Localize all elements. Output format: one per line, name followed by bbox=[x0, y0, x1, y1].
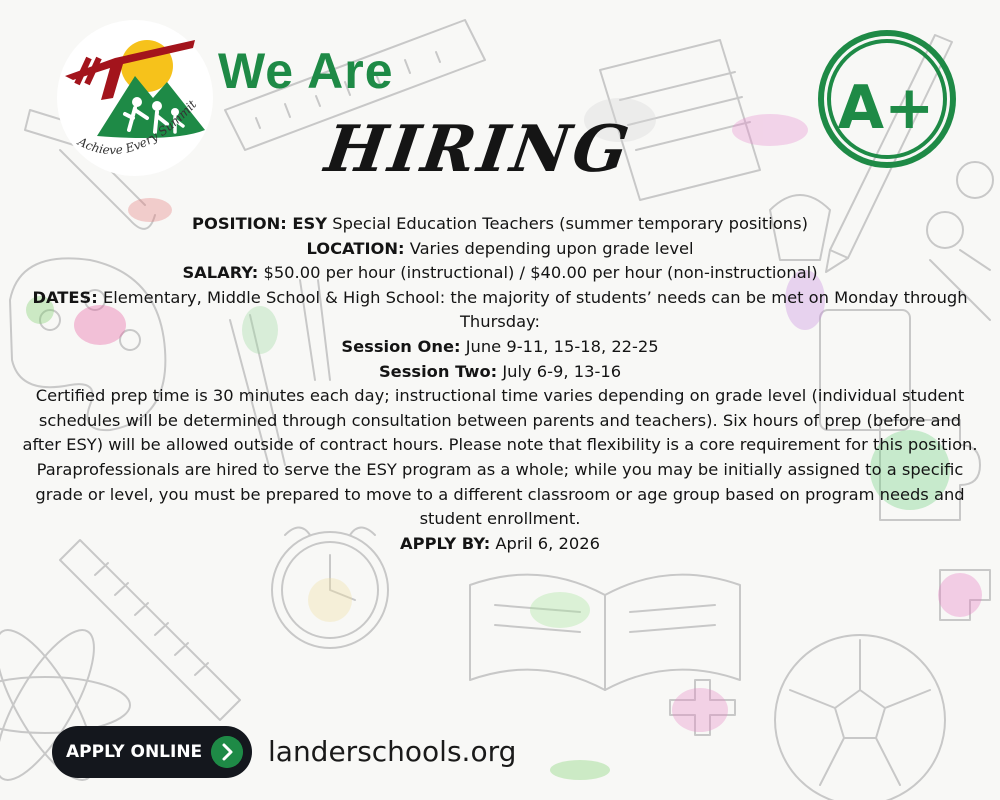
salary-value: $50.00 per hour (instructional) / $40.00 per hour (non-instructional) bbox=[258, 263, 818, 283]
a-plus-icon bbox=[812, 24, 962, 174]
dates-line bbox=[20, 286, 980, 335]
website-link[interactable]: landerschools.org bbox=[268, 735, 517, 768]
position-value: Special Education Teachers (summer temporary positions) bbox=[327, 214, 808, 233]
prep-paragraph: Certified prep time is 30 minutes each day; instructional time varies depending on grade level (individual student schedules will be determined through consultation between parents and teachers). Six hours of prep (before and after ESY) will be allowed outside of contract hours. Please note that flexibility is a core requirement for this position. bbox=[22, 386, 978, 455]
chevron-right-icon bbox=[211, 736, 243, 768]
salary-line bbox=[20, 261, 980, 286]
logo-tagline: Achieve Every Summit bbox=[75, 97, 200, 158]
session-one-line bbox=[20, 335, 980, 360]
headline-we-are: We Are bbox=[218, 43, 394, 99]
session-two-line bbox=[20, 360, 980, 385]
dates-label: DATES: bbox=[32, 287, 98, 307]
apply-online-label: APPLY ONLINE bbox=[66, 742, 203, 762]
apply-by-value: April 6, 2026 bbox=[490, 533, 600, 553]
position-label: POSITION: ESY bbox=[192, 214, 328, 233]
apply-online-button[interactable] bbox=[52, 726, 252, 778]
session-one-value: June 9-11, 15-18, 22-25 bbox=[460, 336, 659, 356]
session-two-value: July 6-9, 13-16 bbox=[497, 361, 622, 381]
district-logo bbox=[55, 18, 215, 178]
headline-hiring: HIRING bbox=[320, 112, 636, 187]
apply-by-line bbox=[20, 532, 980, 557]
paraprofessional-paragraph: Paraprofessionals are hired to serve the ESY program as a whole; while you may be initially assigned to a specific grade or level, you must be prepared to move to a different classroom or age group based on program needs and student enrollment. bbox=[35, 459, 965, 529]
dates-value: Elementary, Middle School & High School: the majority of students’ needs can be met on Monday through Thursday: bbox=[97, 287, 968, 332]
location-line bbox=[20, 237, 980, 262]
location-label: LOCATION: bbox=[306, 238, 405, 258]
job-posting bbox=[20, 212, 980, 556]
apply-by-label: APPLY BY: bbox=[400, 533, 491, 553]
location-value: Varies depending upon grade level bbox=[404, 238, 694, 258]
session-one-label: Session One: bbox=[341, 336, 461, 356]
position-line bbox=[20, 212, 980, 237]
session-two-label: Session Two: bbox=[378, 361, 498, 381]
badge-text: A+ bbox=[837, 73, 935, 143]
salary-label: SALARY: bbox=[182, 263, 259, 283]
